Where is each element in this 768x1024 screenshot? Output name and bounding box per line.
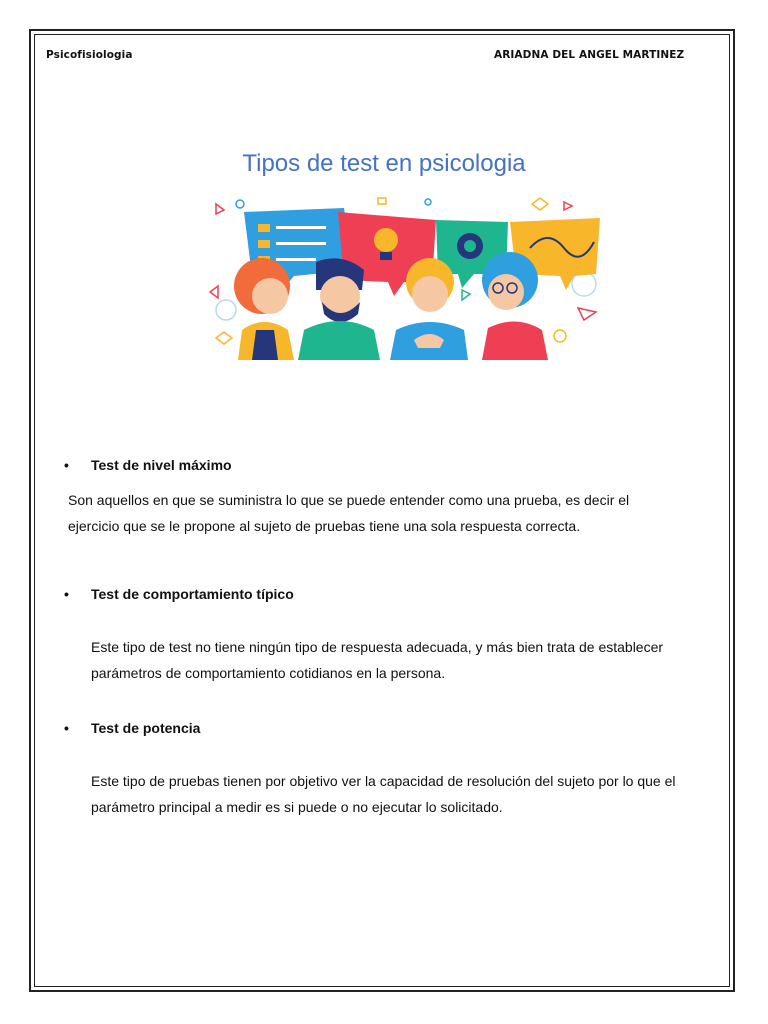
bullet-2: • (64, 586, 69, 602)
section-body-potencia (91, 768, 676, 820)
body-line: Son aquellos en que se suministra lo que se puede entender como una prueba, es decir el (68, 492, 630, 508)
bullet-3: • (64, 720, 69, 736)
header-author: ARIADNA DEL ANGEL MARTINEZ (494, 49, 685, 61)
body-line: Este tipo de pruebas tienen por objetivo ver la capacidad de resolución del sujeto por lo que el (91, 773, 676, 789)
section-body-comportamiento-tipico (91, 634, 663, 686)
section-heading-comportamiento-tipico: Test de comportamiento típico (91, 586, 294, 602)
bullet-1: • (64, 457, 69, 473)
body-line: parámetro principal a medir es si puede o no ejecutar lo solicitado. (91, 799, 503, 815)
body-line: Este tipo de test no tiene ningún tipo de respuesta adecuada, y más bien trata de establecer (91, 639, 664, 655)
section-heading-nivel-maximo: Test de nivel máximo (91, 457, 232, 473)
page-title: Tipos de test en psicologia (242, 150, 526, 177)
body-line: ejercicio que se le propone al sujeto de pruebas tiene una sola respuesta correcta. (68, 518, 581, 534)
section-heading-potencia: Test de potencia (91, 720, 201, 736)
people-discussion-illustration (204, 190, 612, 360)
header-subject: Psicofisiologia (46, 49, 133, 61)
body-line: parámetros de comportamiento cotidianos en la persona. (91, 665, 446, 681)
section-body-nivel-maximo (68, 487, 629, 539)
